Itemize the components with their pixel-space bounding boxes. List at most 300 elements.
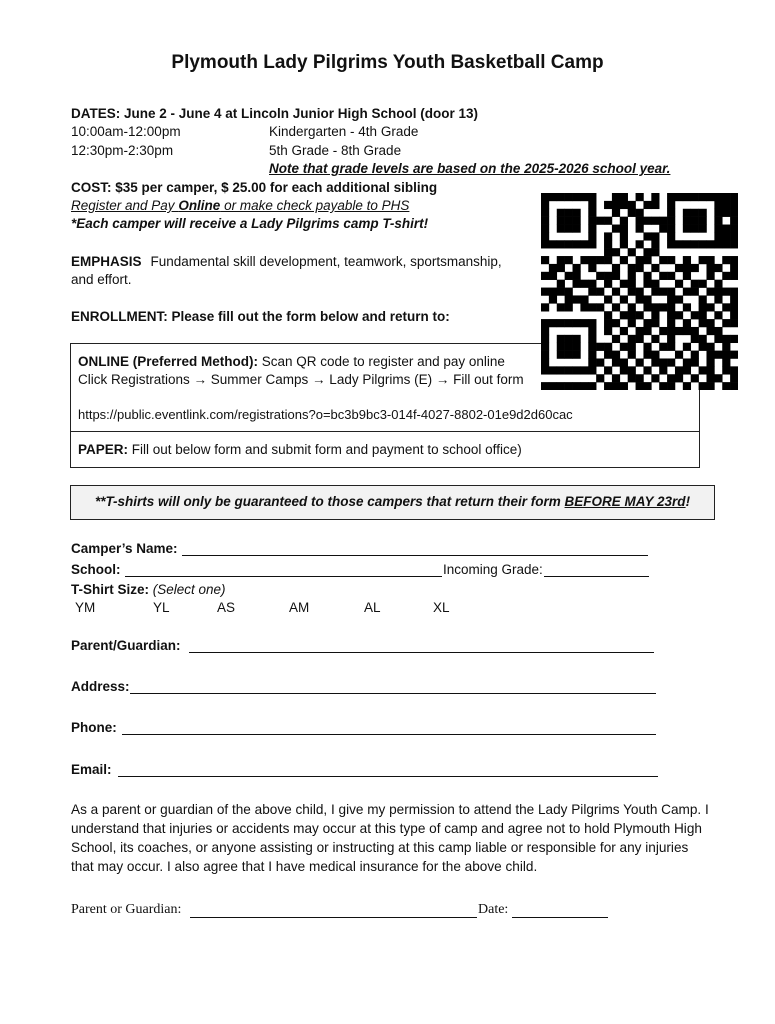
qr-module xyxy=(675,327,683,335)
qr-module xyxy=(643,319,651,327)
qr-module xyxy=(588,225,596,233)
qr-module xyxy=(604,382,612,390)
online-text: Scan QR code to register and pay online xyxy=(258,354,505,369)
qr-module xyxy=(643,343,651,351)
qr-module xyxy=(667,295,675,303)
registration-url[interactable]: https://public.eventlink.com/registrations?o=bc3b9bc3-014f-4027-8802-01e9d2d60cac xyxy=(78,407,573,422)
qr-module xyxy=(565,382,573,390)
qr-module xyxy=(628,311,636,319)
qr-module xyxy=(651,319,659,327)
qr-module xyxy=(541,327,549,335)
qr-module xyxy=(643,232,651,240)
qr-module xyxy=(588,358,596,366)
qr-module xyxy=(683,256,691,264)
qr-module xyxy=(691,280,699,288)
qr-module xyxy=(730,335,738,343)
qr-module xyxy=(667,335,675,343)
qr-module xyxy=(706,351,714,359)
qr-module xyxy=(573,366,581,374)
qr-module xyxy=(699,280,707,288)
qr-module xyxy=(628,272,636,280)
qr-module xyxy=(636,311,644,319)
qr-module xyxy=(722,193,730,201)
qr-module xyxy=(620,232,628,240)
qr-module xyxy=(541,209,549,217)
qr-module xyxy=(651,288,659,296)
qr-module xyxy=(596,256,604,264)
qr-module xyxy=(730,303,738,311)
qr-module xyxy=(565,256,573,264)
qr-module xyxy=(651,201,659,209)
qr-module xyxy=(541,303,549,311)
qr-module xyxy=(565,240,573,248)
qr-module xyxy=(730,374,738,382)
qr-module xyxy=(620,295,628,303)
qr-module xyxy=(557,343,565,351)
qr-module xyxy=(580,240,588,248)
qr-module xyxy=(636,358,644,366)
qr-module xyxy=(667,311,675,319)
qr-module xyxy=(541,366,549,374)
qr-module xyxy=(730,351,738,359)
qr-module xyxy=(651,280,659,288)
qr-module xyxy=(612,193,620,201)
qr-code[interactable] xyxy=(541,193,738,390)
qr-module xyxy=(683,358,691,366)
qr-module xyxy=(636,264,644,272)
camper-name-label: Camper’s Name: xyxy=(71,541,178,556)
qr-module xyxy=(730,201,738,209)
qr-module xyxy=(565,335,573,343)
qr-module xyxy=(620,382,628,390)
qr-module xyxy=(580,319,588,327)
online-label: ONLINE (Preferred Method): xyxy=(78,354,259,369)
qr-module xyxy=(714,327,722,335)
qr-module xyxy=(714,209,722,217)
qr-module xyxy=(549,272,557,280)
qr-module xyxy=(683,288,691,296)
qr-module xyxy=(604,327,612,335)
qr-module xyxy=(675,351,683,359)
qr-module xyxy=(675,264,683,272)
qr-module xyxy=(573,240,581,248)
qr-module xyxy=(714,351,722,359)
qr-module xyxy=(604,232,612,240)
qr-module xyxy=(580,303,588,311)
qr-module xyxy=(714,225,722,233)
qr-module xyxy=(541,201,549,209)
qr-module xyxy=(636,217,644,225)
qr-module xyxy=(722,232,730,240)
emphasis-line xyxy=(71,254,502,269)
qr-module xyxy=(706,343,714,351)
qr-module xyxy=(730,295,738,303)
qr-module xyxy=(675,193,683,201)
qr-module xyxy=(573,343,581,351)
qr-module xyxy=(628,366,636,374)
qr-module xyxy=(730,272,738,280)
tshirt-promo: *Each camper will receive a Lady Pilgrims camp T-shirt! xyxy=(71,216,429,231)
address-field[interactable] xyxy=(130,693,656,694)
qr-module xyxy=(706,240,714,248)
qr-module xyxy=(565,303,573,311)
enrollment-line: ENROLLMENT: Please fill out the form below and return to: xyxy=(71,309,450,324)
qr-module xyxy=(557,366,565,374)
size-option-as[interactable]: AS xyxy=(217,600,236,615)
tshirt-size-hint: (Select one) xyxy=(149,582,226,597)
cost-line: COST: $35 per camper, $ 25.00 for each additional sibling xyxy=(71,180,438,195)
qr-module xyxy=(580,256,588,264)
qr-module xyxy=(620,366,628,374)
qr-module xyxy=(683,382,691,390)
qr-module xyxy=(588,264,596,272)
qr-module xyxy=(691,193,699,201)
school-label: School: xyxy=(71,562,121,577)
qr-module xyxy=(628,264,636,272)
emphasis-label: EMPHASIS xyxy=(71,254,142,269)
school-field[interactable] xyxy=(125,576,442,577)
qr-module xyxy=(573,209,581,217)
qr-module xyxy=(604,201,612,209)
qr-module xyxy=(604,272,612,280)
qr-module xyxy=(730,193,738,201)
qr-module xyxy=(557,264,565,272)
qr-module xyxy=(588,256,596,264)
qr-module xyxy=(628,288,636,296)
qr-module xyxy=(706,366,714,374)
qr-module xyxy=(541,232,549,240)
qr-module xyxy=(659,303,667,311)
qr-module xyxy=(604,248,612,256)
qr-module xyxy=(659,256,667,264)
qr-module xyxy=(636,209,644,217)
session-1-grades: Kindergarten - 4th Grade xyxy=(269,124,419,139)
qr-module xyxy=(659,272,667,280)
register-line xyxy=(71,198,409,213)
qr-module xyxy=(714,240,722,248)
size-option-xl[interactable]: XL xyxy=(433,600,450,615)
grade-level-note: Note that grade levels are based on the 2025-2026 school year. xyxy=(269,161,671,176)
qr-module xyxy=(565,209,573,217)
qr-module xyxy=(722,382,730,390)
qr-module xyxy=(549,240,557,248)
qr-module xyxy=(691,288,699,296)
qr-module xyxy=(628,374,636,382)
qr-module xyxy=(706,193,714,201)
qr-module xyxy=(604,280,612,288)
qr-module xyxy=(549,319,557,327)
qr-module xyxy=(588,240,596,248)
qr-module xyxy=(573,382,581,390)
qr-module xyxy=(706,303,714,311)
qr-module xyxy=(588,319,596,327)
qr-module xyxy=(565,295,573,303)
qr-module xyxy=(683,209,691,217)
emphasis-text-2: and effort. xyxy=(71,272,132,287)
qr-module xyxy=(683,343,691,351)
register-online: Online xyxy=(178,198,221,213)
qr-module xyxy=(667,232,675,240)
qr-module xyxy=(691,335,699,343)
parent-guardian-field[interactable] xyxy=(189,652,654,653)
qr-module xyxy=(667,358,675,366)
phone-field[interactable] xyxy=(122,734,656,735)
camper-name-field[interactable] xyxy=(182,555,648,556)
size-option-al[interactable]: AL xyxy=(364,600,381,615)
dates-line: DATES: June 2 - June 4 at Lincoln Junior High School (door 13) xyxy=(71,106,479,121)
signature-field[interactable] xyxy=(190,917,477,918)
qr-module xyxy=(714,288,722,296)
qr-module xyxy=(699,311,707,319)
qr-module xyxy=(667,288,675,296)
qr-module xyxy=(651,374,659,382)
qr-module xyxy=(683,264,691,272)
qr-module xyxy=(643,272,651,280)
qr-module xyxy=(557,193,565,201)
qr-module xyxy=(699,193,707,201)
qr-module xyxy=(557,351,565,359)
incoming-grade-field[interactable] xyxy=(544,576,649,577)
session-1-time: 10:00am-12:00pm xyxy=(71,124,181,139)
qr-module xyxy=(565,193,573,201)
qr-module xyxy=(699,225,707,233)
qr-module xyxy=(675,295,683,303)
qr-module xyxy=(730,311,738,319)
qr-module xyxy=(730,225,738,233)
qr-module xyxy=(667,256,675,264)
qr-module xyxy=(565,319,573,327)
qr-module xyxy=(667,201,675,209)
notice-deadline: BEFORE MAY 23rd xyxy=(564,494,686,509)
qr-module xyxy=(722,272,730,280)
qr-module xyxy=(667,319,675,327)
qr-module xyxy=(573,280,581,288)
qr-module xyxy=(667,272,675,280)
email-label: Email: xyxy=(71,762,112,777)
qr-module xyxy=(714,280,722,288)
qr-module xyxy=(620,193,628,201)
qr-module xyxy=(549,264,557,272)
qr-module xyxy=(541,256,549,264)
qr-module xyxy=(636,225,644,233)
qr-module xyxy=(604,343,612,351)
qr-module xyxy=(604,319,612,327)
qr-module xyxy=(667,240,675,248)
qr-module xyxy=(651,311,659,319)
qr-module xyxy=(643,327,651,335)
qr-module xyxy=(651,358,659,366)
qr-module xyxy=(557,209,565,217)
qr-module xyxy=(659,288,667,296)
qr-module xyxy=(604,295,612,303)
qr-module xyxy=(628,201,636,209)
qr-module xyxy=(557,280,565,288)
qr-module xyxy=(699,217,707,225)
qr-module xyxy=(643,280,651,288)
qr-module xyxy=(588,217,596,225)
qr-module xyxy=(651,264,659,272)
qr-module xyxy=(643,248,651,256)
qr-module xyxy=(714,311,722,319)
qr-module xyxy=(691,327,699,335)
qr-module xyxy=(691,240,699,248)
qr-module xyxy=(541,319,549,327)
qr-module xyxy=(541,288,549,296)
qr-module xyxy=(628,319,636,327)
qr-module xyxy=(699,319,707,327)
qr-module xyxy=(549,288,557,296)
qr-module xyxy=(722,201,730,209)
qr-module xyxy=(588,343,596,351)
qr-module xyxy=(699,209,707,217)
qr-module xyxy=(541,351,549,359)
session-2-time: 12:30pm-2:30pm xyxy=(71,143,174,158)
qr-module xyxy=(659,217,667,225)
register-post: or make check payable to PHS xyxy=(220,198,410,213)
qr-module xyxy=(612,209,620,217)
notice-text xyxy=(70,494,715,509)
qr-module xyxy=(643,382,651,390)
qr-module xyxy=(722,319,730,327)
qr-module xyxy=(675,374,683,382)
qr-module xyxy=(667,327,675,335)
qr-module xyxy=(714,232,722,240)
qr-module xyxy=(683,272,691,280)
size-option-am[interactable]: AM xyxy=(289,600,310,615)
qr-module xyxy=(714,374,722,382)
qr-module xyxy=(706,319,714,327)
qr-module xyxy=(628,209,636,217)
qr-module xyxy=(643,256,651,264)
qr-module xyxy=(620,358,628,366)
qr-module xyxy=(691,351,699,359)
qr-module xyxy=(580,295,588,303)
qr-module xyxy=(722,343,730,351)
qr-module xyxy=(730,366,738,374)
qr-module xyxy=(573,351,581,359)
qr-module xyxy=(612,351,620,359)
qr-module xyxy=(667,303,675,311)
qr-module xyxy=(580,382,588,390)
notice-post: ! xyxy=(685,494,691,509)
qr-module xyxy=(722,303,730,311)
qr-module xyxy=(675,240,683,248)
qr-module xyxy=(659,343,667,351)
qr-module xyxy=(620,225,628,233)
qr-module xyxy=(573,217,581,225)
qr-module xyxy=(683,217,691,225)
qr-module xyxy=(730,232,738,240)
qr-module xyxy=(588,327,596,335)
qr-module xyxy=(667,193,675,201)
qr-module xyxy=(683,319,691,327)
qr-module xyxy=(730,319,738,327)
qr-module xyxy=(612,248,620,256)
qr-module xyxy=(683,327,691,335)
qr-module xyxy=(730,288,738,296)
consent-line-4: that may occur. I also agree that I have medical insurance for the above child. xyxy=(71,859,538,874)
qr-module xyxy=(588,366,596,374)
qr-module xyxy=(675,311,683,319)
qr-module xyxy=(604,256,612,264)
qr-module xyxy=(588,303,596,311)
qr-module xyxy=(588,193,596,201)
qr-module xyxy=(612,225,620,233)
qr-module xyxy=(557,303,565,311)
qr-module xyxy=(612,288,620,296)
qr-module xyxy=(722,209,730,217)
qr-module xyxy=(565,225,573,233)
size-option-ym[interactable]: YM xyxy=(75,600,96,615)
qr-module xyxy=(573,264,581,272)
qr-module xyxy=(588,201,596,209)
qr-module xyxy=(573,225,581,233)
qr-module xyxy=(699,366,707,374)
date-field[interactable] xyxy=(512,917,608,918)
qr-module xyxy=(573,272,581,280)
qr-module xyxy=(730,240,738,248)
qr-module xyxy=(565,343,573,351)
online-line xyxy=(78,354,505,369)
qr-module xyxy=(620,256,628,264)
qr-module xyxy=(604,217,612,225)
qr-module xyxy=(651,217,659,225)
tshirt-size-label: T-Shirt Size: xyxy=(71,582,150,597)
qr-module xyxy=(667,382,675,390)
qr-module xyxy=(659,327,667,335)
qr-module xyxy=(604,351,612,359)
qr-module xyxy=(706,256,714,264)
qr-module xyxy=(628,351,636,359)
qr-module xyxy=(541,343,549,351)
email-field[interactable] xyxy=(118,776,658,777)
qr-module xyxy=(730,209,738,217)
session-2-grades: 5th Grade - 8th Grade xyxy=(269,143,402,158)
qr-module xyxy=(636,374,644,382)
size-option-yl[interactable]: YL xyxy=(153,600,170,615)
qr-module xyxy=(691,217,699,225)
qr-module xyxy=(691,358,699,366)
qr-module xyxy=(730,264,738,272)
qr-module xyxy=(714,295,722,303)
qr-module xyxy=(565,288,573,296)
qr-module xyxy=(588,232,596,240)
qr-module xyxy=(643,303,651,311)
qr-module xyxy=(596,217,604,225)
qr-module xyxy=(596,374,604,382)
qr-module xyxy=(706,374,714,382)
qr-module xyxy=(541,272,549,280)
qr-module xyxy=(628,335,636,343)
qr-module xyxy=(691,374,699,382)
qr-module xyxy=(612,382,620,390)
qr-module xyxy=(659,366,667,374)
consent-line-3: School, its coaches, or anyone assisting or instructing at this camp liable or responsible for any injuries xyxy=(71,840,689,855)
qr-module xyxy=(683,193,691,201)
qr-module xyxy=(691,209,699,217)
page-title: Plymouth Lady Pilgrims Youth Basketball Camp xyxy=(171,52,604,73)
qr-module xyxy=(643,366,651,374)
qr-module xyxy=(612,374,620,382)
qr-module xyxy=(706,264,714,272)
qr-module xyxy=(557,319,565,327)
qr-module xyxy=(636,288,644,296)
qr-module xyxy=(714,335,722,343)
qr-module xyxy=(620,311,628,319)
qr-module xyxy=(549,295,557,303)
qr-module xyxy=(541,358,549,366)
qr-module xyxy=(541,217,549,225)
